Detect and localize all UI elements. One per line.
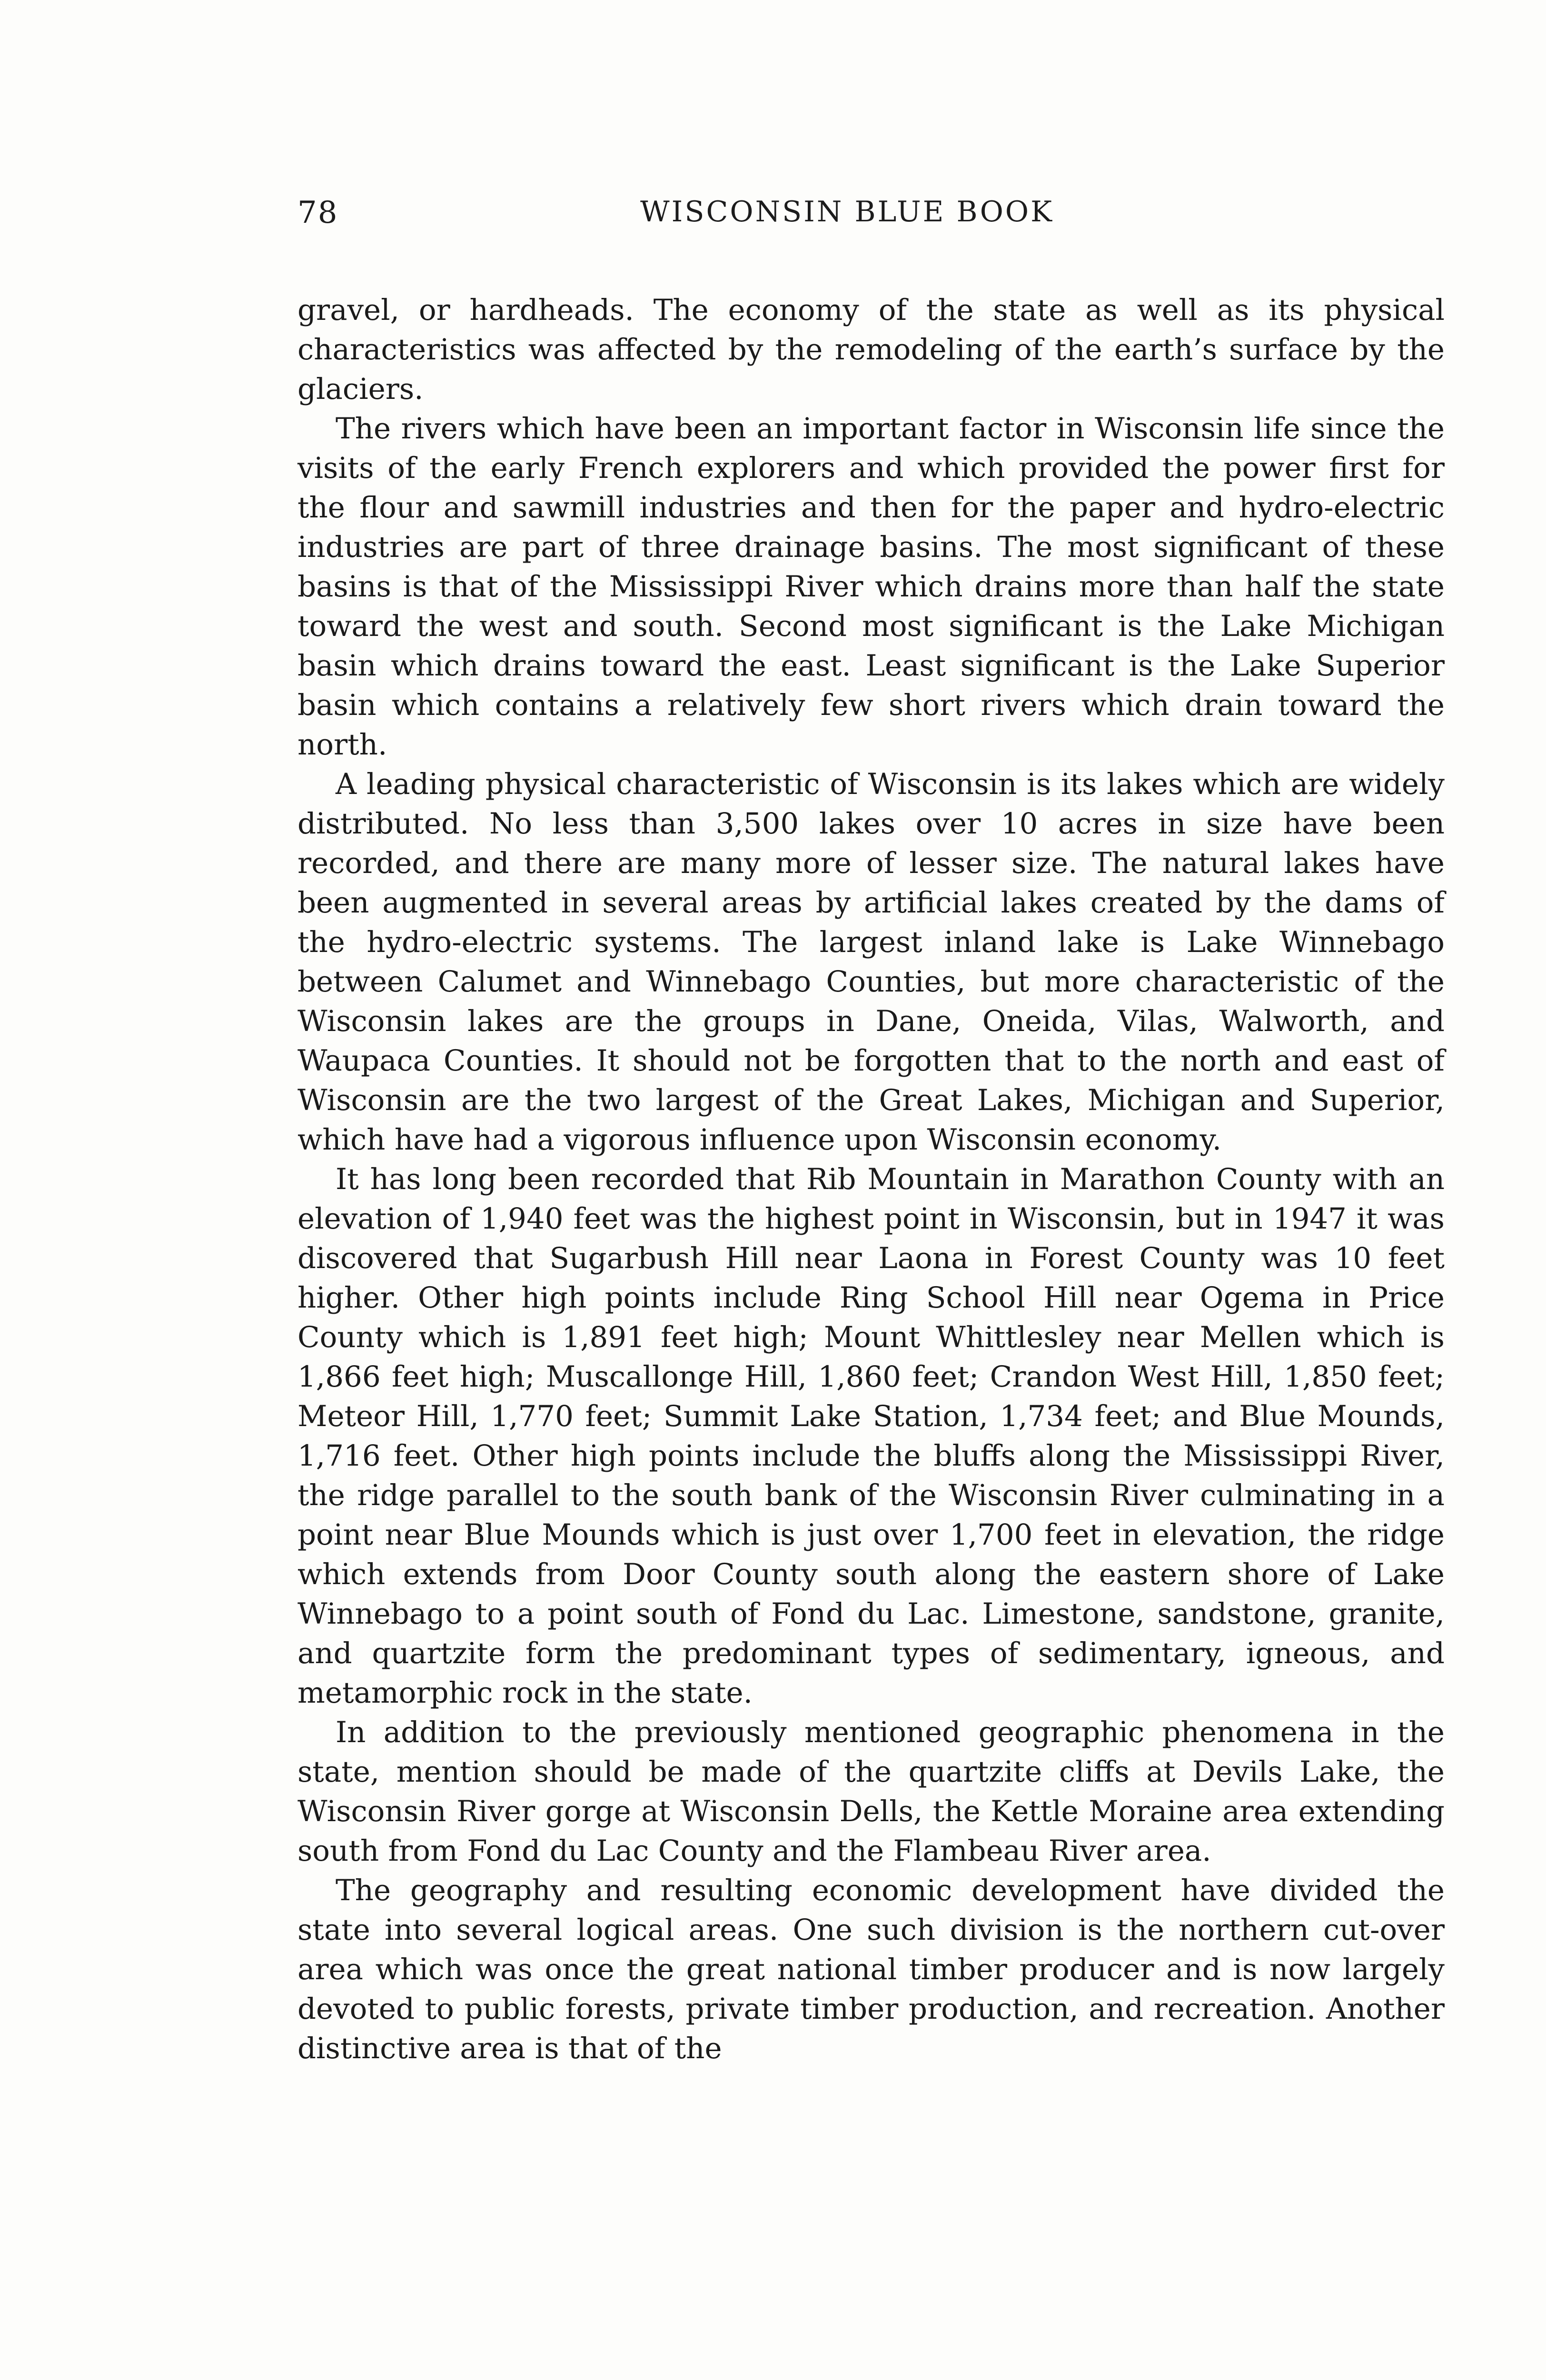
paragraph-rivers: The rivers which have been an important factor in Wisconsin life since the visits of the early French explorers and which provided the power first for the flour and sawmill industries and then for the paper and hydro-electric industries are part of three drainage basins. The most significant of these basins is that of the Mississippi River which drains more than half the state toward the west and south. Second most significant is the Lake Michigan basin which drains toward the east. Least significant is the Lake Superior basin which contains a relatively few short rivers which drain toward the north. [297,412,1445,762]
page-header [297,195,1100,248]
paragraph-logical-areas: The geography and resulting economic development have divided the state into several logical areas. One such division is the northern cut-over area which was once the great national timber producer and is now largely devoted to public forests, private timber production, and recreation. Another distinctive area is that of the [297,1874,1445,2065]
body-text [297,290,1445,2068]
paragraph-glaciers: gravel, or hardheads. The economy of the state as well as its physical characteristics was affected by the remodeling of the earth’s surface by the glaciers. [297,293,1445,406]
running-title: WISCONSIN BLUE BOOK [640,195,1054,228]
paragraph-phenomena: In addition to the previously mentioned geographic phenomena in the state, mention should be made of the quartzite cliffs at Devils Lake, the Wisconsin River gorge at Wisconsin Dells, the Kettle Moraine area extending south from Fond du Lac County and the Flambeau River area. [297,1716,1445,1868]
paragraph-high-points: It has long been recorded that Rib Mountain in Marathon County with an elevation of 1,940 feet was the highest point in Wisconsin, but in 1947 it was discovered that Sugarbush Hill near Laona in Forest County was 10 feet higher. Other high points include Ring School Hill near Ogema in Price County which is 1,891 feet high; Mount Whittlesley near Mellen which is 1,866 feet high; Muscallonge Hill, 1,860 feet; Crandon West Hill, 1,850 feet; Meteor Hill, 1,770 feet; Summit Lake Station, 1,734 feet; and Blue Mounds, 1,716 feet. Other high points include the bluffs along the Mississippi River, the ridge parallel to the south bank of the Wisconsin River culminating in a point near Blue Mounds which is just over 1,700 feet in elevation, the ridge which extends from Door County south along the eastern shore of Lake Winnebago to a point south of Fond du Lac. Limestone, sandstone, granite, and quartzite form the predominant types of sedimentary, igneous, and metamorphic rock in the state. [297,1162,1445,1710]
paragraph-lakes: A leading physical characteristic of Wisconsin is its lakes which are widely distributed. No less than 3,500 lakes over 10 acres in size have been recorded, and there are many more of lesser size. The natural lakes have been augmented in several areas by artificial lakes created by the dams of the hydro-electric systems. The largest inland lake is Lake Winnebago between Calumet and Winnebago Counties, but more characteristic of the Wisconsin lakes are the groups in Dane, Oneida, Vilas, Walworth, and Waupaca Counties. It should not be forgotten that to the north and east of Wisconsin are the two largest of the Great Lakes, Michigan and Superior, which have had a vigorous influence upon Wisconsin economy. [297,767,1445,1157]
page-number: 78 [297,195,338,230]
